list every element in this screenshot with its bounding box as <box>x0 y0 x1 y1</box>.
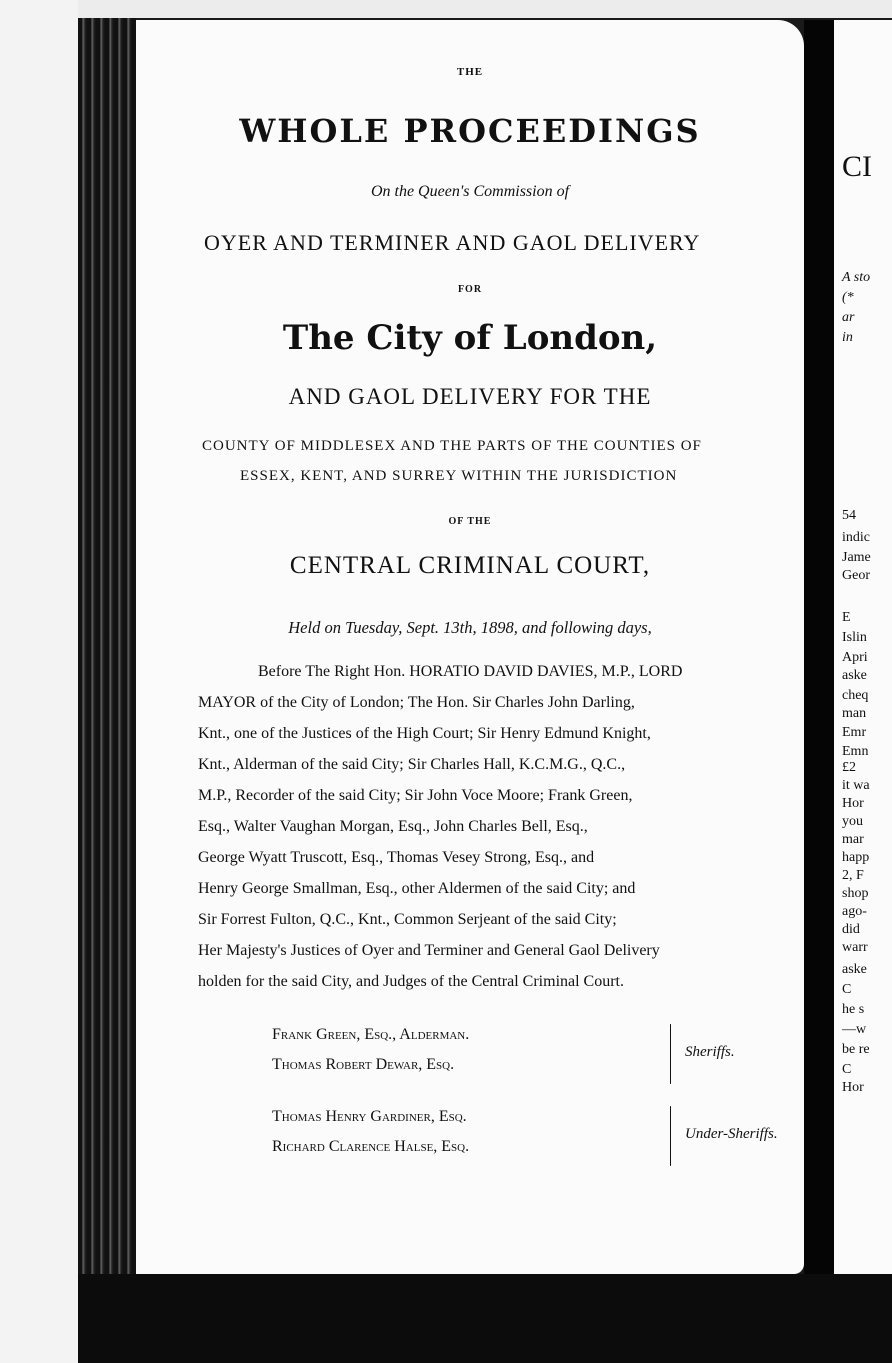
adjacent-page-text: C <box>842 982 852 997</box>
adjacent-page-text: you <box>842 814 863 829</box>
court-heading: CENTRAL CRIMINAL COURT, <box>289 552 651 579</box>
heading-the: THE <box>456 66 484 78</box>
main-title: WHOLE PROCEEDINGS <box>239 112 701 150</box>
adjacent-page-text: Islin <box>842 630 867 645</box>
left-margin-background <box>0 0 78 1363</box>
adjacent-page-text: —w <box>842 1022 867 1037</box>
adjacent-page-text: Emn <box>842 744 869 759</box>
sheriff-name: Thomas Robert Dewar, Esq. <box>272 1056 455 1073</box>
adjacent-page-text: mar <box>842 832 864 847</box>
paragraph-line: Knt., Alderman of the said City; Sir Charles Hall, K.C.M.G., Q.C., <box>198 756 626 773</box>
adjacent-page-text: C <box>842 1062 852 1077</box>
paragraph-line: Sir Forrest Fulton, Q.C., Knt., Common Serjeant of the said City; <box>198 911 617 928</box>
paragraph-line: George Wyatt Truscott, Esq., Thomas Vesey Strong, Esq., and <box>198 849 595 866</box>
paragraph-line: Henry George Smallman, Esq., other Aldermen of the said City; and <box>198 880 636 897</box>
top-margin-background <box>78 0 892 18</box>
commission-line: On the Queen's Commission of <box>370 183 570 200</box>
held-date-line: Held on Tuesday, Sept. 13th, 1898, and following days, <box>288 618 652 637</box>
adjacent-page-text: £2 <box>842 760 856 775</box>
bottom-page-edge <box>78 1274 892 1363</box>
county-line-1: COUNTY OF MIDDLESEX AND THE PARTS OF THE COUNTIES OF <box>202 438 702 454</box>
heading-for: FOR <box>457 284 483 295</box>
adjacent-page-text: in <box>842 330 853 345</box>
adjacent-page-text: happ <box>842 850 870 865</box>
paragraph-line: Her Majesty's Justices of Oyer and Terminer and General Gaol Delivery <box>198 942 660 959</box>
adjacent-page-text: Geor <box>842 568 870 583</box>
adjacent-page-text: warr <box>842 940 868 955</box>
adjacent-page-text: man <box>842 706 867 721</box>
heading-of-the: OF THE <box>448 516 492 527</box>
gaol-delivery-line: AND GAOL DELIVERY FOR THE <box>288 384 652 409</box>
adjacent-page-text: ar <box>842 310 855 325</box>
adjacent-page-text: CI <box>842 150 872 183</box>
adjacent-page-text: aske <box>842 668 867 683</box>
under-sheriffs-list <box>272 1102 469 1162</box>
sheriffs-brace <box>670 1024 671 1084</box>
sheriff-name: Frank Green, Esq., Alderman. <box>272 1026 470 1043</box>
paragraph-line: Esq., Walter Vaughan Morgan, Esq., John Charles Bell, Esq., <box>198 818 588 835</box>
adjacent-page-text: Emr <box>842 725 867 740</box>
under-sheriff-name: Thomas Henry Gardiner, Esq. <box>272 1108 467 1125</box>
adjacent-page-text: Jame <box>842 550 871 565</box>
paragraph-line: Knt., one of the Justices of the High Court; Sir Henry Edmund Knight, <box>198 725 651 742</box>
paragraph-line: MAYOR of the City of London; The Hon. Sir Charles John Darling, <box>198 694 635 711</box>
adjacent-page-text: ago- <box>842 904 867 919</box>
sheriffs-list <box>272 1020 469 1080</box>
adjacent-page-text: E <box>842 610 851 625</box>
sheriffs-role: Sheriffs. <box>685 1044 735 1060</box>
title-page <box>136 20 804 1274</box>
justices-paragraph <box>198 656 798 997</box>
adjacent-page-text: did <box>842 922 860 937</box>
paragraph-line: Before The Right Hon. HORATIO DAVID DAVIES, M.P., LORD <box>258 663 683 680</box>
adjacent-page-text: A sto <box>842 270 871 285</box>
adjacent-page-text: Apri <box>842 650 868 665</box>
adjacent-page-text: shop <box>842 886 869 901</box>
oyer-terminer-line: OYER AND TERMINER AND GAOL DELIVERY <box>204 230 701 255</box>
paragraph-line: M.P., Recorder of the said City; Sir John Voce Moore; Frank Green, <box>198 787 633 804</box>
adjacent-page-text: cheq <box>842 688 869 703</box>
adjacent-page-text: indic <box>842 530 870 545</box>
adjacent-page-text: Hor <box>842 1080 864 1095</box>
adjacent-page-text: (* <box>842 290 854 305</box>
under-sheriff-name: Richard Clarence Halse, Esq. <box>272 1138 470 1155</box>
adjacent-page-text: he s <box>842 1002 865 1017</box>
under-sheriffs-brace <box>670 1106 671 1166</box>
book-spine-edges <box>78 18 136 1280</box>
city-of-london-heading: The City of London, <box>282 318 658 358</box>
adjacent-page-text: Hor <box>842 796 864 811</box>
adjacent-page-text: be re <box>842 1042 870 1057</box>
adjacent-page-text: 54 <box>842 508 856 523</box>
page-gutter <box>804 20 834 1274</box>
under-sheriffs-role: Under-Sheriffs. <box>685 1126 778 1142</box>
county-line-2: ESSEX, KENT, AND SURREY WITHIN THE JURISDICTION <box>240 468 678 484</box>
paragraph-line: holden for the said City, and Judges of the Central Criminal Court. <box>198 973 624 990</box>
adjacent-page-text: it wa <box>842 778 870 793</box>
adjacent-page-fragment <box>834 20 892 1274</box>
adjacent-page-text: aske <box>842 962 867 977</box>
adjacent-page-text: 2, F <box>842 868 864 883</box>
